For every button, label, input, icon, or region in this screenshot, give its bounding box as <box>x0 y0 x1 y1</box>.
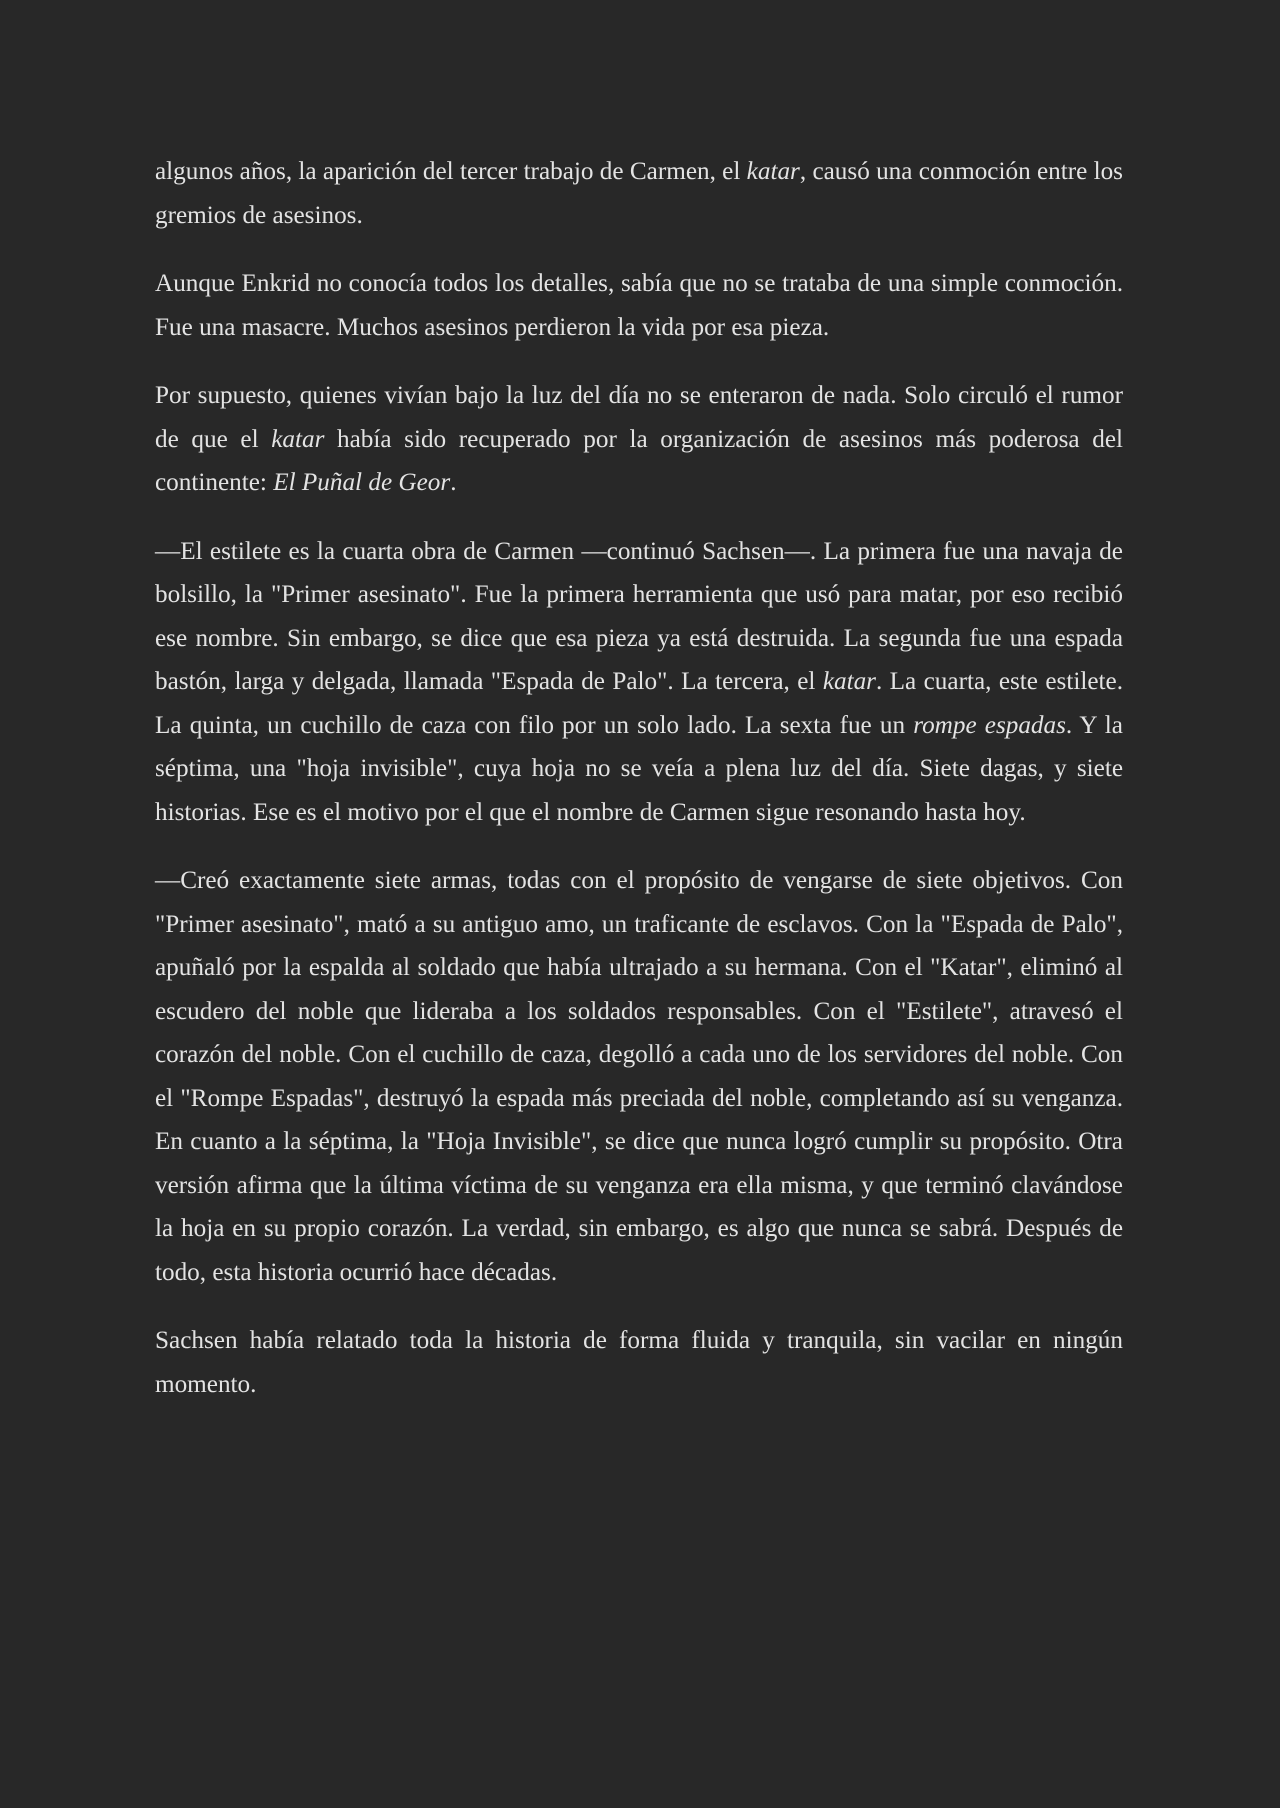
text-segment: Aunque Enkrid no conocía todos los detalles, sabía que no se trataba de una simple conmoción. Fue una masacre. Muchos asesinos perdieron la vida por esa pieza. <box>155 270 1123 341</box>
text-segment: —El estilete es la cuarta obra de Carmen —continuó Sachsen—. La primera fue una navaja de bolsillo, la "Primer asesinato". Fue la primera herramienta que usó para matar, por eso recibió ese nombre. Sin embargo, se dice que esa pieza ya está destruida. La segunda fue una espada bastón, larga y delgada, llamada "Espada de Palo". La tercera, el <box>155 537 1123 695</box>
text-segment: . La cuarta, este estilete. La quinta, un cuchillo de caza con filo por un solo lado. La sexta fue un <box>155 668 1123 739</box>
text-segment: Sachsen había relatado toda la historia de forma fluida y tranquila, sin vacilar en ningún momento. <box>155 1327 1123 1398</box>
text-segment: había sido recuperado por la organización de asesinos más poderosa del continente: <box>155 425 1123 496</box>
text-segment: . <box>450 469 457 496</box>
text-segment: Por supuesto, quienes vivían bajo la luz del día no se enteraron de nada. Solo circuló el rumor de que el <box>155 382 1123 453</box>
text-segment: . Y la séptima, una "hoja invisible", cuya hoja no se veía a plena luz del día. Siete dagas, y siete historias. Ese es el motivo por el que el nombre de Carmen sigue resonando hasta hoy. <box>155 711 1123 826</box>
italic-term: katar <box>746 158 800 185</box>
italic-term: katar <box>271 425 325 453</box>
paragraph-5 <box>155 859 1123 1294</box>
paragraph-6 <box>155 1319 1123 1406</box>
document-page <box>155 150 1123 1431</box>
paragraph-4 <box>155 530 1123 835</box>
text-segment: —Creó exactamente siete armas, todas con el propósito de vengarse de siete objetivos. Con "Primer asesinato", mató a su antiguo amo, un traficante de esclavos. Con la "Espada de Palo", apuñaló por la espalda al soldado que había ultrajado a su hermana. Con el "Katar", eliminó al escudero del noble que lideraba a los soldados responsables. Con el "Estilete", atravesó el corazón del noble. Con el cuchillo de caza, degolló a cada uno de los servidores del noble. Con el "Rompe Espadas", destruyó la espada más preciada del noble, completando así su venganza. En cuanto a la séptima, la "Hoja Invisible", se dice que nunca logró cumplir su propósito. Otra versión afirma que la última víctima de su venganza era ella misma, y que terminó clavándose la hoja en su propio corazón. La verdad, sin embargo, es algo que nunca se sabrá. Después de todo, esta historia ocurrió hace décadas. <box>155 867 1123 1286</box>
italic-term: katar <box>822 668 876 695</box>
italic-term: El Puñal de Geor <box>273 469 451 496</box>
paragraph-1 <box>155 150 1123 237</box>
paragraph-3 <box>155 374 1123 505</box>
italic-term: rompe espadas <box>913 711 1066 739</box>
paragraph-2 <box>155 262 1123 349</box>
text-segment: algunos años, la aparición del tercer trabajo de Carmen, el <box>155 158 747 185</box>
text-segment: , causó una conmoción entre los gremios de asesinos. <box>155 158 1123 229</box>
